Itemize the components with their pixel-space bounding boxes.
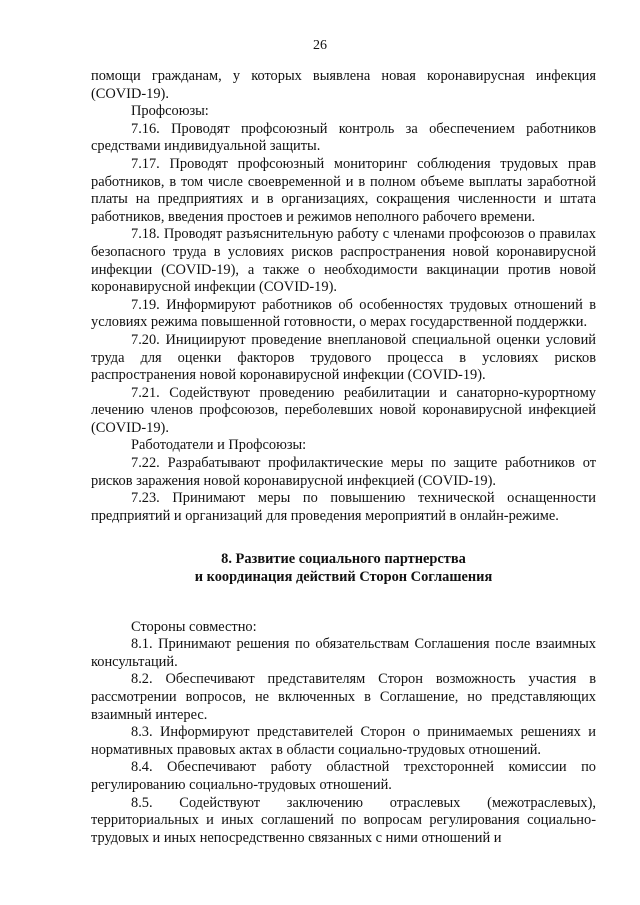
paragraph: 8.5. Содействуют заключению отраслевых (межотраслевых), территориальных и иных соглашений по вопросам регулирования социально-трудовых и иных непосредственно связанных с ними отношений и — [91, 794, 596, 846]
paragraph: 8.4. Обеспечивают работу областной трехсторонней комиссии по регулированию социально-трудовых отношений. — [91, 759, 596, 793]
paragraph: 7.16. Проводят профсоюзный контроль за обеспечением работников средствами индивидуальной защиты. — [91, 120, 596, 155]
paragraph: 7.19. Информируют работников об особенностях трудовых отношений в условиях режима повышенной готовности, о мерах государственной поддержки. — [91, 296, 596, 331]
paragraph: 7.22. Разрабатывают профилактические меры по защите работников от рисков заражения новой коронавирусной инфекцией (COVID-19). — [91, 455, 596, 489]
paragraph: 7.20. Инициируют проведение внеплановой специальной оценки условий труда для оценки факторов трудового процесса в условиях рисков распространения новой коронавирусной инфекции (COVID-19). — [91, 331, 596, 384]
paragraph: Стороны совместно: — [131, 618, 257, 635]
paragraph: 7.21. Содействуют проведению реабилитации и санаторно-курортному лечению членов профсоюзов, переболевших новой коронавирусной инфекцией (COVID-19). — [91, 384, 596, 436]
section-heading-line-2: и координация действий Сторон Соглашения — [194, 569, 493, 586]
page-number: 26 — [313, 38, 327, 53]
paragraph: 7.23. Принимают меры по повышению технической оснащенности предприятий и организаций для проведения мероприятий в онлайн-режиме. — [91, 490, 596, 524]
document-body — [91, 68, 596, 847]
paragraph: 8.2. Обеспечивают представителям Сторон возможность участия в рассмотрении вопросов, не включенных в Соглашение, но представляющих взаимный интерес. — [91, 671, 596, 723]
paragraph: Профсоюзы: — [131, 103, 209, 120]
paragraph: Работодатели и Профсоюзы: — [131, 437, 307, 454]
paragraph: 8.3. Информируют представителей Сторон о принимаемых решениях и нормативных правовых актах в области социально-трудовых отношений. — [91, 724, 596, 758]
paragraph: помощи гражданам, у которых выявлена новая коронавирусная инфекция (COVID-19). — [91, 68, 596, 102]
paragraph: 7.18. Проводят разъяснительную работу с членами профсоюзов о правилах безопасного труда в условиях рисков распространения новой коронавирусной инфекции (COVID-19), а также о необходимости вакцинации против новой коронавирусной инфекции (COVID-19). — [91, 226, 596, 296]
section-heading-line-1: 8. Развитие социального партнерства — [221, 551, 466, 568]
paragraph: 8.1. Принимают решения по обязательствам Соглашения после взаимных консультаций. — [91, 636, 596, 670]
section-heading — [91, 551, 596, 586]
paragraphs-after-section — [91, 619, 596, 848]
paragraphs-before-section — [91, 68, 596, 525]
paragraph: 7.17. Проводят профсоюзный мониторинг соблюдения трудовых прав работников, в том числе своевременной и в полном объеме выплаты заработной платы на предприятиях и в организациях, сокращения численности и штата работников, введения простоев и режимов неполного рабочего времени. — [91, 155, 596, 225]
